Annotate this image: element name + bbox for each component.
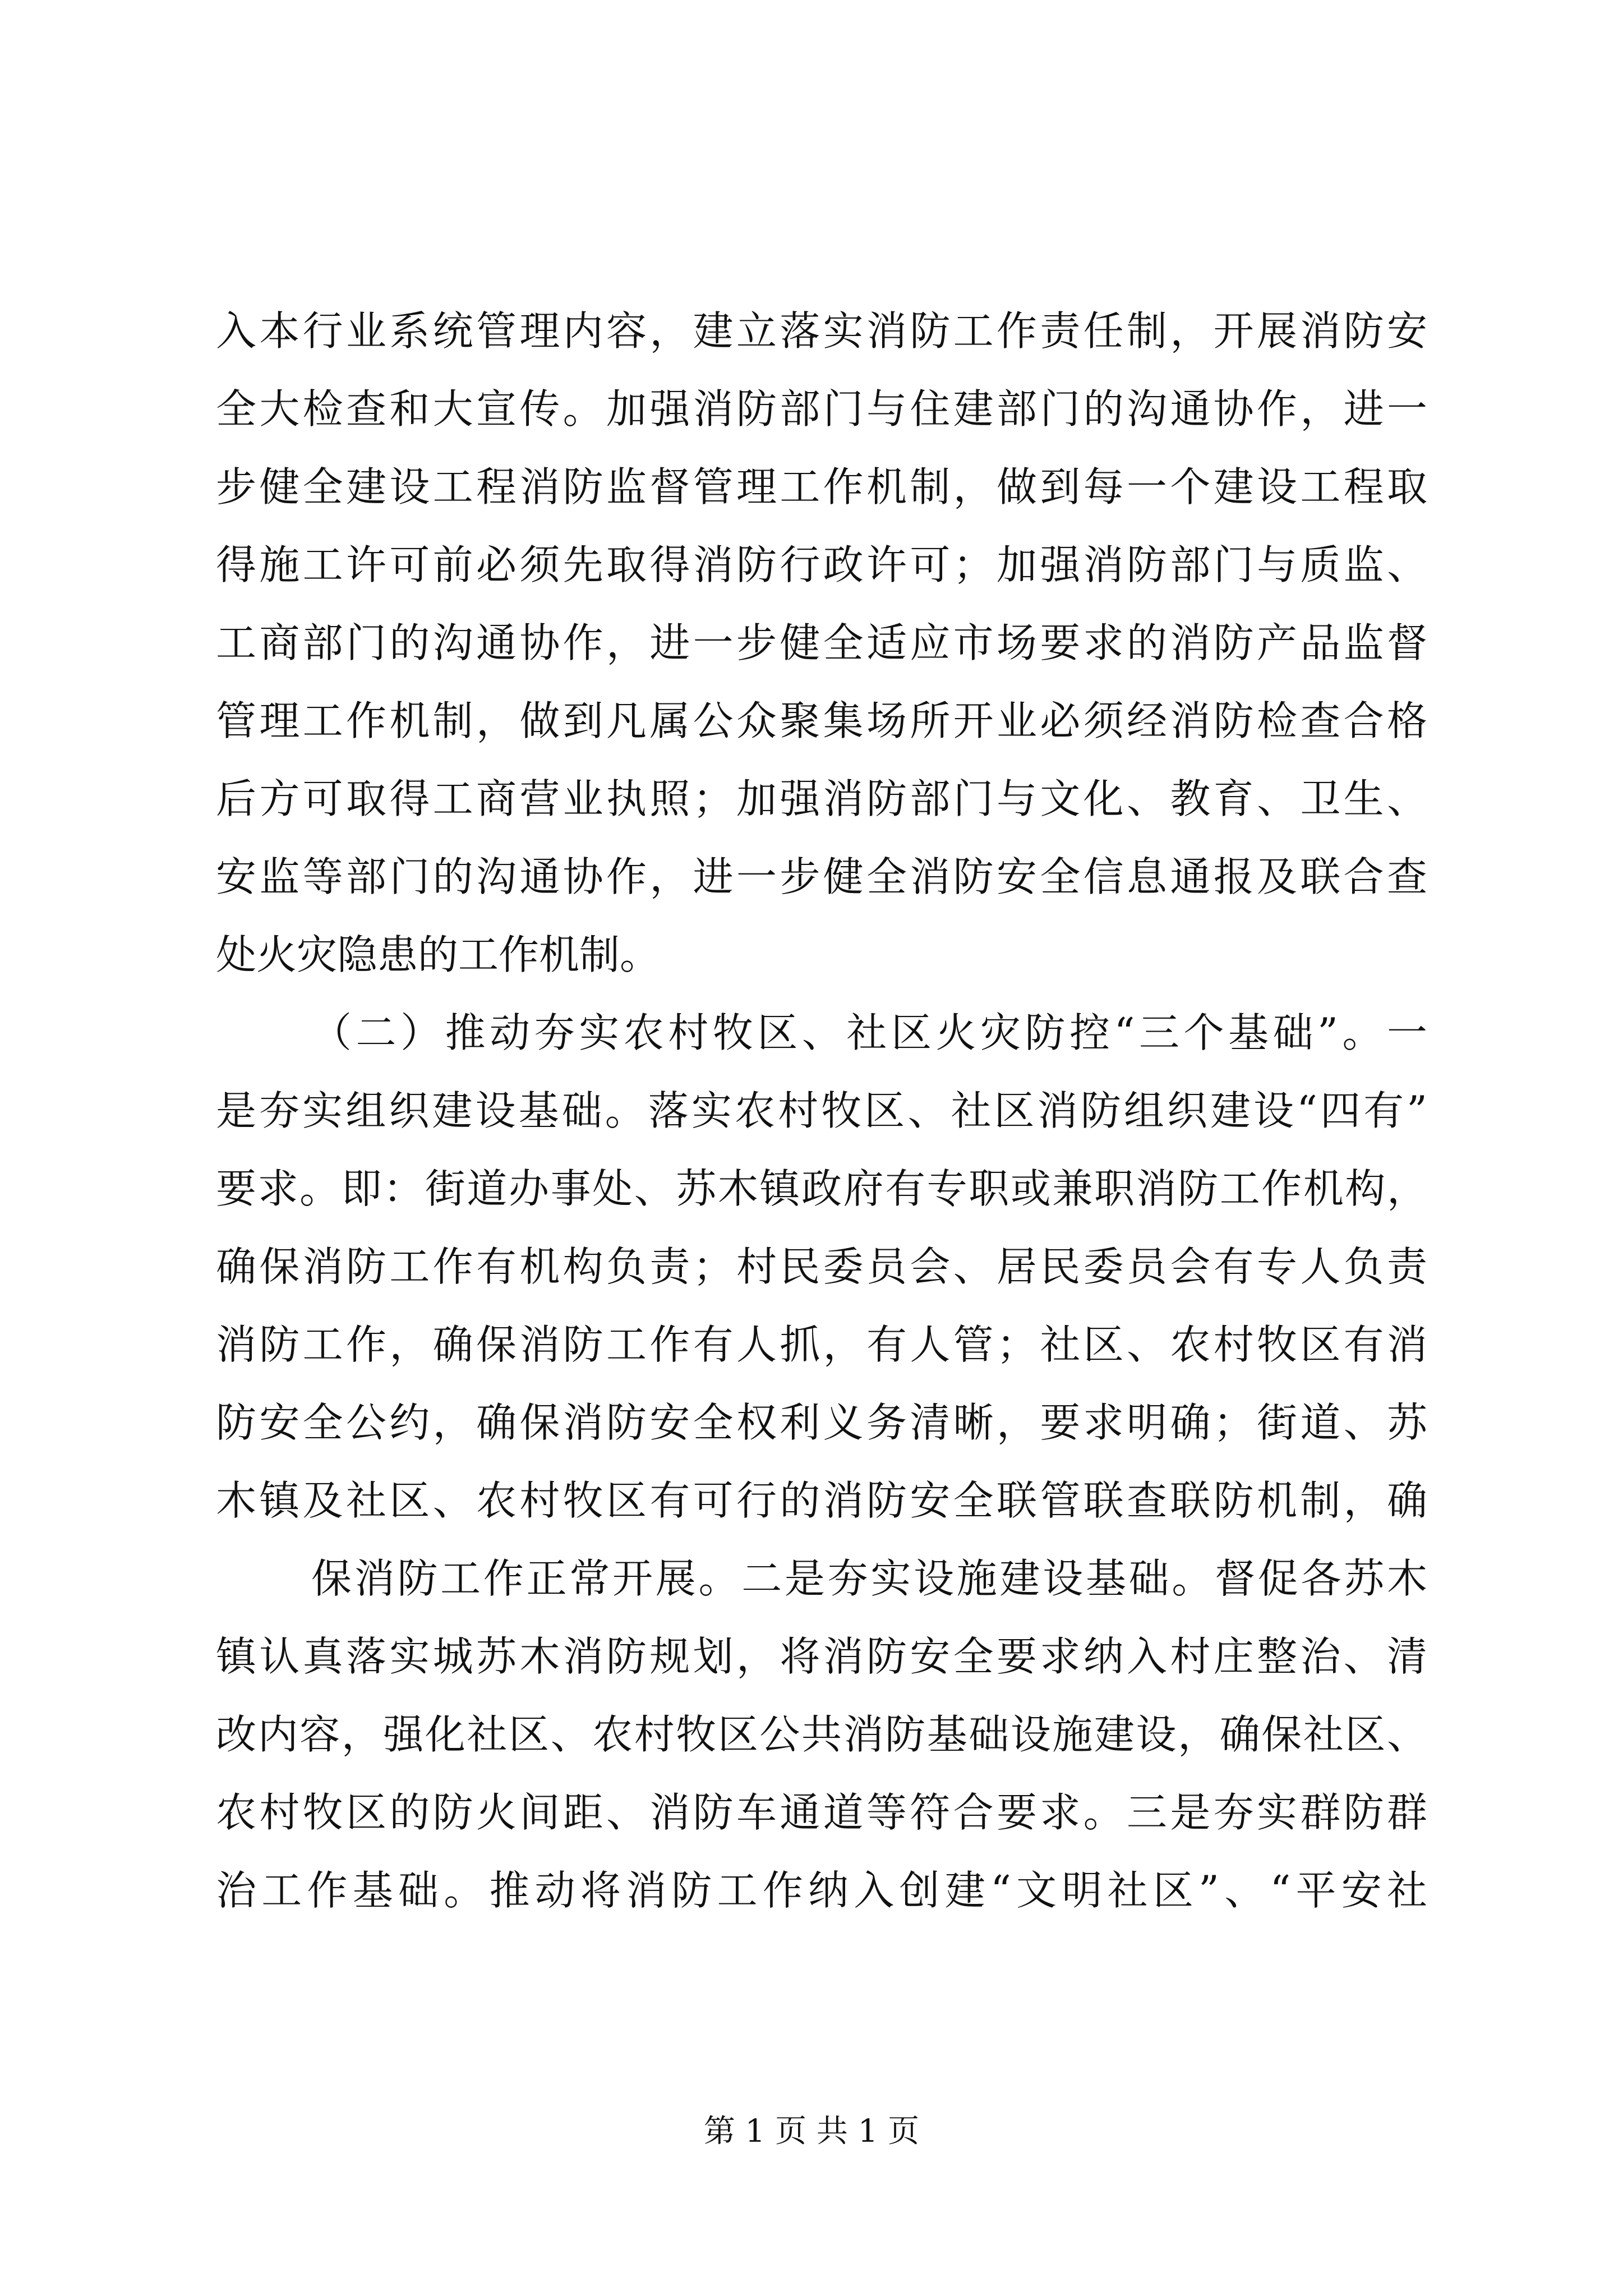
text-line: 步健全建设工程消防监督管理工作机制，做到每一个建设工程取 (216, 463, 1427, 510)
text-line: 入本行业系统管理内容，建立落实消防工作责任制，开展消防安 (216, 307, 1427, 355)
text-line: 消防工作，确保消防工作有人抓，有人管；社区、农村牧区有消 (216, 1321, 1427, 1368)
text-line: 确保消防工作有机构负责；村民委员会、居民委员会有专人负责 (216, 1243, 1427, 1290)
text-line: 木镇及社区、农村牧区有可行的消防安全联管联查联防机制，确 (216, 1477, 1427, 1524)
page-number-label: 第 1 页 共 1 页 (703, 2113, 920, 2150)
text-line: 要求。即：街道办事处、苏木镇政府有专职或兼职消防工作机构， (216, 1165, 1427, 1212)
text-line: 管理工作机制，做到凡属公众聚集场所开业必须经消防检查合格 (216, 697, 1427, 744)
text-line: 全大检查和大宣传。加强消防部门与住建部门的沟通协作，进一 (216, 385, 1427, 432)
text-line: 改内容，强化社区、农村牧区公共消防基础设施建设，确保社区、 (216, 1711, 1427, 1758)
text-line: 治工作基础。推动将消防工作纳入创建“文明社区”、“平安社 (216, 1867, 1427, 1914)
text-line: 是夯实组织建设基础。落实农村牧区、社区消防组织建设“四有” (216, 1087, 1427, 1134)
text-line: 后方可取得工商营业执照；加强消防部门与文化、教育、卫生、 (216, 775, 1427, 822)
indented-line: 保消防工作正常开展。二是夯实设施建设基础。督促各苏木 (311, 1555, 1427, 1602)
page-footer (0, 2109, 1623, 2154)
text-line: 工商部门的沟通协作，进一步健全适应市场要求的消防产品监督 (216, 619, 1427, 666)
paragraph-last-line: 处火灾隐患的工作机制。 (216, 931, 661, 978)
text-line: 安监等部门的沟通协作，进一步健全消防安全信息通报及联合查 (216, 853, 1427, 900)
text-line: 农村牧区的防火间距、消防车通道等符合要求。三是夯实群防群 (216, 1789, 1427, 1836)
text-line: 得施工许可前必须先取得消防行政许可；加强消防部门与质监、 (216, 541, 1427, 588)
text-line: 镇认真落实城苏木消防规划，将消防安全要求纳入村庄整治、清 (216, 1633, 1427, 1680)
paragraph-heading-line: （二）推动夯实农村牧区、社区火灾防控“三个基础”。一 (311, 1009, 1427, 1056)
text-line: 防安全公约，确保消防安全权利义务清晰，要求明确；街道、苏 (216, 1399, 1427, 1446)
